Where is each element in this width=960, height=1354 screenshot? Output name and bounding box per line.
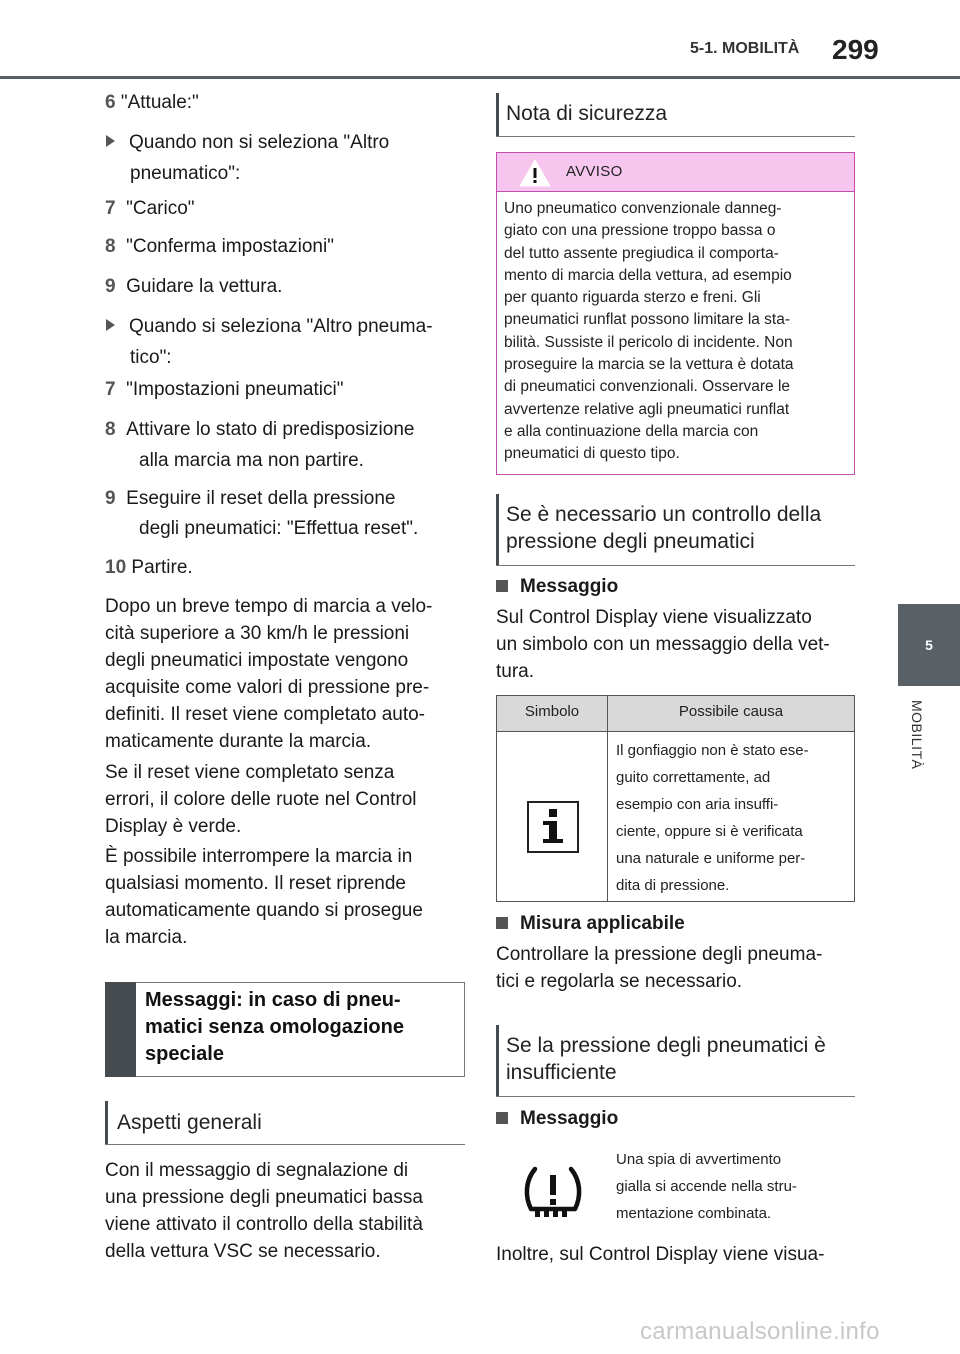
arrow-bullet-icon <box>106 135 115 147</box>
text-line: tura. <box>496 661 535 682</box>
text-line: bilità. Sussiste il pericolo di incidente. Non <box>504 333 793 351</box>
heading-line: insufficiente <box>506 1061 617 1084</box>
text-line: Con il messaggio di segnalazione di <box>105 1160 409 1181</box>
text-line: Sul Control Display viene visualizzato <box>496 607 812 628</box>
square-bullet-icon <box>496 580 508 592</box>
step-9b-cont: degli pneumatici: "Effettua reset". <box>139 518 419 539</box>
step-8b-cont: alla marcia ma non partire. <box>139 450 364 471</box>
label-text: Misura applicabile <box>520 913 685 934</box>
heading-accent-bar <box>496 93 499 137</box>
tpms-description <box>616 1146 848 1227</box>
text-line: proseguire la marcia se la vettura è dotata <box>504 356 794 374</box>
text-line: definiti. Il reset viene completato auto- <box>105 704 426 725</box>
text-line: guito correttamente, ad <box>616 769 771 786</box>
case-line: Quando non si seleziona "Altro <box>129 132 390 153</box>
step-9 <box>105 273 282 300</box>
table-header-symbol: Simbolo <box>524 703 580 720</box>
text-line: degli pneumatici impostate vengono <box>105 650 409 671</box>
warning-triangle-icon <box>518 158 552 188</box>
text-line: ciente, oppure si è verificata <box>616 823 803 840</box>
safety-heading: Nota di sicurezza <box>506 102 668 125</box>
message-text-1 <box>496 604 855 685</box>
heading-line: matici senza omologazione <box>145 1016 404 1038</box>
header-rule <box>0 76 960 79</box>
messages-heading <box>145 987 455 1068</box>
text-line: Il gonfiaggio non è stato ese- <box>616 742 809 759</box>
text-line: Controllare la pressione degli pneuma- <box>496 944 823 965</box>
heading-line: pressione degli pneumatici <box>506 530 755 553</box>
check-heading <box>506 501 851 555</box>
step-9b <box>105 485 395 512</box>
case-line: Quando si seleziona "Altro pneuma- <box>129 316 433 337</box>
table-divider <box>607 696 608 901</box>
step-number: 10 <box>105 557 127 578</box>
text-line: acquisite come valori di pressione pre- <box>105 677 430 698</box>
step-text: "Conferma impostazioni" <box>126 236 334 257</box>
step-text: "Attuale:" <box>120 92 199 113</box>
step-text: "Impostazioni pneumatici" <box>126 379 344 400</box>
heading-rule <box>496 136 855 137</box>
heading-line: Messaggi: in caso di pneu- <box>145 989 401 1011</box>
text-line: pneumatici runflat possono limitare la sta- <box>504 311 791 329</box>
step-number: 9 <box>105 276 116 297</box>
step-number: 7 <box>105 379 116 400</box>
text-line: e alla continuazione della marcia con <box>504 422 759 440</box>
measure-text <box>496 941 855 995</box>
step-text: "Carico" <box>126 198 195 219</box>
step-number: 7 <box>105 198 116 219</box>
step-number: 8 <box>105 419 116 440</box>
text-line: una naturale e uniforme per- <box>616 850 806 867</box>
paragraph-interrupt <box>105 843 465 951</box>
text-line: Uno pneumatico convenzionale danneg- <box>504 200 782 217</box>
section-title: 5-1. MOBILITÀ <box>690 40 800 57</box>
step-8 <box>105 233 334 260</box>
text-line: errori, il colore delle ruote nel Control <box>105 789 417 810</box>
chapter-tab[interactable] <box>898 604 960 686</box>
text-line: mentazione combinata. <box>616 1205 772 1222</box>
text-line: giato con una pressione troppo bassa o <box>504 222 776 240</box>
measure-label <box>496 910 685 937</box>
heading-rule <box>105 1144 465 1145</box>
step-7b <box>105 376 343 403</box>
step-text: Attivare lo stato di predisposizione <box>126 419 415 440</box>
text-line: per quanto riguarda sterzo e freni. Gli <box>504 289 761 307</box>
text-line: maticamente durante la marcia. <box>105 731 372 752</box>
square-bullet-icon <box>496 917 508 929</box>
heading-line: speciale <box>145 1043 224 1065</box>
paragraph-reset-success <box>105 759 465 840</box>
text-line: di pneumatici convenzionali. Osservare le <box>504 378 791 396</box>
info-icon <box>527 801 579 853</box>
text-line: esempio con aria insuffi- <box>616 796 779 813</box>
text-line: Se il reset viene completato senza <box>105 762 395 783</box>
paragraph-reset <box>105 593 465 755</box>
text-line: la marcia. <box>105 927 188 948</box>
heading-accent-bar <box>496 1025 499 1097</box>
text-line: automaticamente quando si prosegue <box>105 900 423 921</box>
text-line: mento di marcia della vettura, ad esempio <box>504 266 792 284</box>
heading-accent-bar <box>105 982 136 1077</box>
text-line: dita di pressione. <box>616 877 730 894</box>
case-line-2: tico": <box>130 347 172 368</box>
table-cell-cause <box>616 737 848 899</box>
text-line: gialla si accende nella stru- <box>616 1178 797 1195</box>
heading-accent-bar <box>496 494 499 566</box>
step-text: Partire. <box>131 557 193 578</box>
text-line: tici e regolarla se necessario. <box>496 971 743 992</box>
heading-rule <box>496 565 855 566</box>
heading-rule <box>496 1096 855 1097</box>
text-line: una pressione degli pneumatici bassa <box>105 1187 423 1208</box>
tyre-pressure-warning-icon <box>521 1163 585 1221</box>
text-line: Dopo un breve tempo di marcia a velo- <box>105 596 433 617</box>
step-6 <box>105 89 199 116</box>
warning-title: AVVISO <box>566 163 623 180</box>
case-not-other-tyre <box>106 129 389 156</box>
square-bullet-icon <box>496 1112 508 1124</box>
label-text: Messaggio <box>520 1108 619 1129</box>
text-line: Display è verde. <box>105 816 242 837</box>
case-other-tyre <box>106 313 433 340</box>
text-line: Una spia di avvertimento <box>616 1151 782 1168</box>
warning-text <box>504 198 849 466</box>
table-header-cause: Possibile causa <box>678 703 784 720</box>
arrow-bullet-icon <box>106 319 115 331</box>
general-heading: Aspetti generali <box>117 1111 262 1134</box>
info-glyph-icon <box>529 803 577 851</box>
heading-line: Se la pressione degli pneumatici è <box>506 1034 826 1057</box>
page-number: 299 <box>832 34 879 65</box>
heading-line: Se è necessario un controllo della <box>506 503 822 526</box>
text-line: qualsiasi momento. Il reset riprende <box>105 873 406 894</box>
step-number: 6 <box>105 92 116 113</box>
message-label-1 <box>496 573 618 600</box>
chapter-label: MOBILITÀ <box>909 700 925 770</box>
label-text: Messaggio <box>520 576 619 597</box>
step-8b <box>105 416 414 443</box>
step-number: 9 <box>105 488 116 509</box>
text-line: cità superiore a 30 km/h le pressioni <box>105 623 410 644</box>
text-line: È possibile interrompere la marcia in <box>105 846 413 867</box>
paragraph-vsc <box>105 1157 465 1265</box>
step-10 <box>105 554 193 581</box>
text-line: del tutto assente pregiudica il comporta- <box>504 244 779 262</box>
case-line-2: pneumatico": <box>130 163 241 184</box>
text-line: un simbolo con un messaggio della vet- <box>496 634 830 655</box>
low-pressure-heading <box>506 1032 851 1086</box>
watermark: carmanualsonline.info <box>640 1318 880 1345</box>
text-line: della vettura VSC se necessario. <box>105 1241 381 1262</box>
final-text: Inoltre, sul Control Display viene visua- <box>496 1244 825 1265</box>
text-line: viene attivato il controllo della stabilità <box>105 1214 423 1235</box>
step-text: Guidare la vettura. <box>126 276 283 297</box>
text-line: pneumatici di questo tipo. <box>504 445 680 463</box>
text-line: avvertenze relative agli pneumatici runflat <box>504 400 790 418</box>
heading-accent-bar <box>105 1101 108 1145</box>
chapter-number: 5 <box>925 637 933 653</box>
step-number: 8 <box>105 236 116 257</box>
step-7 <box>105 195 195 222</box>
message-label-2 <box>496 1105 618 1132</box>
step-text: Eseguire il reset della pressione <box>126 488 396 509</box>
